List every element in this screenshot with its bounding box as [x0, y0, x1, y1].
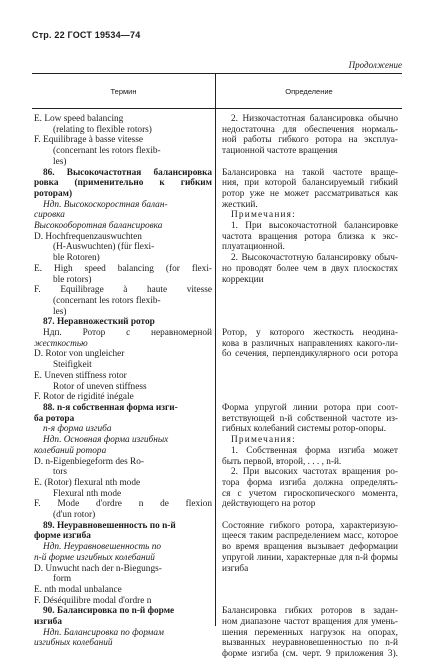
definition-line: во время вращения вызывает деформации	[222, 542, 398, 553]
definitions-column	[222, 114, 398, 660]
term-line: (concernant les rotors flexib-	[53, 146, 161, 157]
term-line: Rotor of uneven stiffness	[53, 381, 147, 392]
term-line: ровка (применительно к гибким	[34, 178, 212, 189]
definition-line: форме изгиба (см. черт. 9 приложения 3).	[222, 649, 398, 660]
definition-line	[222, 317, 398, 328]
definition-line: 2. Высокочастотную балансировку обыч-	[231, 253, 398, 264]
definition-line	[222, 382, 398, 393]
definition-line: вызванных неуравновешенностью по n-й	[222, 638, 398, 649]
definition-line	[222, 392, 398, 403]
definition-line: быть первой, второй, . . . , n-й.	[222, 456, 342, 467]
term-line: колебаний ротора	[34, 445, 107, 456]
term-line: 87. Неравножесткий ротор	[43, 317, 155, 328]
definition-line: ротор уже не может рассматриваться как	[222, 188, 398, 199]
term-line: D. Rotor von ungleicher	[34, 349, 125, 360]
definition-line	[222, 371, 398, 382]
term-line: 88. n-я собственная форма изги-	[43, 402, 178, 413]
term-line: D. Unwucht nach der n-Biegungs-	[34, 563, 162, 574]
term-line: n-я форма изгиба	[43, 424, 112, 435]
continuation-label: Продолжение	[348, 60, 402, 70]
definition-line: действующего на ротор	[222, 499, 316, 510]
definition-line	[222, 596, 398, 607]
term-line: 86. Высокочастотная балансировка	[43, 167, 212, 178]
term-line: жесткостью	[34, 338, 88, 349]
definition-line: тора форма изгиба должна определять-	[222, 477, 398, 488]
definition-line: Ротор, у которого жесткость неодина-	[222, 328, 398, 339]
term-line: ба ротора	[34, 413, 75, 424]
definition-line: Форма упругой линии ротора при соот-	[222, 402, 398, 413]
table-header	[32, 74, 402, 109]
definition-line: ветствующей n-й собственной частоте из-	[222, 413, 398, 424]
definition-line	[222, 157, 398, 168]
term-line: F. Equilibrage à haute vitesse	[34, 285, 212, 296]
definition-line: недостаточна для обеспечения нормаль-	[222, 124, 398, 135]
term-line: E. Low speed balancing	[34, 114, 124, 124]
term-line: 89. Неуравновешенность по n-й	[43, 520, 176, 531]
definition-line	[222, 585, 398, 596]
term-line: E. Uneven stiffness rotor	[34, 370, 127, 381]
definition-line	[222, 296, 398, 307]
term-line: Ндп. Неуравновешенность по	[43, 542, 162, 553]
column-divider	[215, 108, 216, 626]
term-line: form	[53, 574, 72, 585]
term-line: форме изгиба	[34, 531, 91, 542]
term-line: 90. Балансировка по n-й форме	[43, 606, 175, 617]
definition-line: кова в различных направлениях какого-ли-	[222, 338, 398, 349]
definition-line: ния, при которой балансируемый гибкий	[222, 178, 398, 189]
term-line: изгибных колебаний	[34, 638, 113, 649]
definition-line: ся с учетом гироскопического момента,	[222, 488, 398, 499]
definition-line: коррекции	[222, 274, 264, 285]
definition-line	[222, 510, 398, 521]
term-line: D. n-Eigenbiegeform des Ro-	[34, 456, 144, 467]
term-line: E. (Rotor) flexural nth mode	[34, 477, 141, 488]
term-line: ble rotors)	[53, 274, 92, 285]
terms-column	[34, 114, 212, 649]
definition-line: 2. Низкочастотная балансировка обычно	[231, 114, 398, 124]
term-line: (d'un rotor)	[53, 510, 96, 521]
term-line: E. High speed balancing (for flexi-	[34, 263, 212, 274]
definition-line: 1. При высокочастотной балансировке	[231, 221, 398, 232]
column-header-definition: Определение	[285, 86, 333, 96]
column-header-terms: Термин	[32, 74, 216, 108]
term-line: (relating to flexible rotors)	[53, 124, 152, 135]
definition-line: изгиба	[222, 563, 249, 574]
term-line: Flexural nth mode	[53, 488, 122, 499]
definition-line: тационной частоте вращения	[222, 146, 338, 157]
term-line: Ндп. Основная форма изгибных	[43, 435, 169, 446]
definition-line: щееся таким распределением масс, которое	[222, 531, 398, 542]
term-line: F. Equilibrage à basse vitesse	[34, 135, 143, 146]
term-line: tors	[53, 467, 67, 478]
term-line: Высокооборотная балансировка	[34, 221, 163, 232]
definition-line: бо сечения, перпендикулярного оси ротора	[222, 349, 398, 360]
definition-line: Примечания:	[231, 435, 296, 446]
definition-line: Балансировка гибких роторов в задан-	[222, 606, 398, 617]
definition-line	[222, 574, 398, 585]
definition-line: ной работы гибкого ротора на эксплуа-	[222, 135, 398, 146]
definition-line: Состояние гибкого ротора, характеризую-	[222, 520, 398, 531]
term-line: F. Mode d'ordre n de flexion	[34, 499, 212, 510]
term-line: Ндп. Ротор с неравномерной	[43, 328, 212, 339]
term-line: les)	[53, 156, 67, 167]
definition-line: частота вращения ротора близка к экс-	[222, 231, 398, 242]
term-line: les)	[53, 306, 67, 317]
definition-line	[222, 307, 398, 318]
definition-line: ном диапазоне частот вращения для умень-	[222, 617, 398, 628]
term-line: изгиба	[34, 617, 62, 628]
term-line: сировка	[34, 210, 65, 221]
definition-line: 2. При высоких частотах вращения ро-	[231, 467, 398, 478]
definition-line: гибных колебаний системы ротор-опоры.	[222, 424, 387, 435]
term-line: E. nth modal unbalance	[34, 584, 122, 595]
term-line: D. Hochfrequenzauswuchten	[34, 231, 142, 242]
terms-table	[32, 73, 402, 660]
definition-line: 1. Собственная форма изгиба может	[231, 445, 398, 456]
page-header: Стр. 22 ГОСТ 19534—74	[32, 30, 141, 40]
term-line: Steifigkeit	[53, 360, 92, 371]
term-line: F. Rotor de rigidité inégale	[34, 392, 134, 403]
term-line: n-й форме изгибных колебаний	[34, 552, 155, 563]
term-line: роторам)	[34, 188, 73, 199]
definition-line	[222, 285, 398, 296]
definition-line: плуатационной.	[222, 242, 285, 253]
definition-line: шения переменных нагрузок на опорах,	[222, 627, 398, 638]
definition-line	[222, 360, 398, 371]
definition-line: Примечания:	[231, 210, 296, 221]
term-line: (concernant les rotors flexib-	[53, 295, 161, 306]
definition-line: Балансировка на такой частоте враще-	[222, 167, 398, 178]
definition-line: упругой линии, характерные для n-й формы	[222, 552, 398, 563]
term-line: ble Rotoren)	[53, 253, 100, 264]
term-line: (H-Auswuchten) (für flexi-	[53, 242, 155, 253]
term-line: Ндп. Балансировка по формам	[43, 627, 164, 638]
definition-line: но проводят более чем в двух плоскостях	[222, 263, 398, 274]
definition-line: жесткий.	[222, 199, 258, 210]
term-line: Ндп. Высокоскоростная балан-	[43, 199, 168, 210]
term-line: F. Déséquilibre modal d'ordre n	[34, 595, 152, 606]
